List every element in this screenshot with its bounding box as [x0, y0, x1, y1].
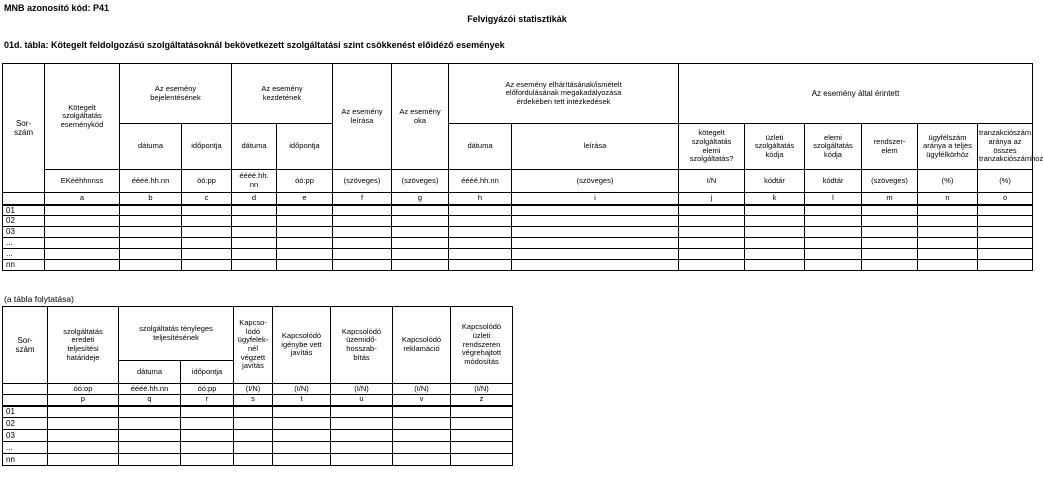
t2-cell[interactable]: [234, 418, 273, 430]
t1-format-a: EKééhhnnss: [45, 170, 120, 193]
t2-letter-3: s: [234, 395, 273, 406]
t1-letter-2: c: [182, 193, 232, 205]
t1-cell[interactable]: [45, 238, 120, 249]
t1-cell[interactable]: [392, 227, 449, 238]
t2-cell[interactable]: [119, 442, 181, 454]
t1-cell[interactable]: [333, 205, 392, 216]
t1-letter-6: g: [392, 193, 449, 205]
t1-cell[interactable]: [512, 205, 679, 216]
t1-cell[interactable]: [449, 216, 512, 227]
t1-header-sorszam: Sor- szám: [3, 64, 45, 193]
t1-format-e: óó:pp: [277, 170, 333, 193]
t1-header-o: tranzakciószám aránya az összes tranzakciószámhoz: [978, 124, 1033, 170]
t1-cell[interactable]: [277, 216, 333, 227]
t1-cell[interactable]: [862, 260, 918, 271]
t1-row: [3, 260, 1033, 271]
t2-cell[interactable]: [181, 454, 234, 466]
t1-letter-4: e: [277, 193, 333, 205]
t1-header-kezdet: Az esemény kezdetének: [232, 64, 333, 124]
t2-cell[interactable]: [234, 454, 273, 466]
t1-format-f: (szöveges): [333, 170, 392, 193]
t1-cell[interactable]: [277, 238, 333, 249]
t1-cell[interactable]: [918, 260, 978, 271]
t1-cell[interactable]: [679, 260, 745, 271]
t1-cell[interactable]: [745, 205, 805, 216]
t1-letter-11: l: [805, 193, 862, 205]
t1-cell[interactable]: [232, 216, 277, 227]
t1-cell[interactable]: [182, 227, 232, 238]
t1-cell[interactable]: [918, 227, 978, 238]
t1-cell[interactable]: [333, 249, 392, 260]
t1-letter-0: a: [45, 193, 120, 205]
t2-letter-blank: [3, 395, 48, 406]
t2-letter-0: p: [48, 395, 119, 406]
t1-row-number: nn: [3, 260, 45, 271]
t2-cell[interactable]: [393, 406, 451, 418]
t2-cell[interactable]: [48, 406, 119, 418]
t2-letter-7: z: [451, 395, 513, 406]
t1-header-j: kötegelt szolgáltatás elemi szolgáltatás?: [679, 124, 745, 170]
t1-cell[interactable]: [745, 260, 805, 271]
t2-format-0: óó:op: [48, 384, 119, 395]
t2-cell[interactable]: [451, 442, 513, 454]
t1-letter-3: d: [232, 193, 277, 205]
t1-cell[interactable]: [449, 205, 512, 216]
t1-header-e: időpontja: [277, 124, 333, 170]
t2-header-s: Kapcso- lódó ügyfelek- nél végzett javítás: [234, 307, 273, 384]
t1-letter-13: n: [918, 193, 978, 205]
t2-cell[interactable]: [451, 430, 513, 442]
t2-cell[interactable]: [273, 430, 331, 442]
t1-cell[interactable]: [679, 227, 745, 238]
t1-letter-blank: [3, 193, 45, 205]
t2-header-q: dátuma: [119, 361, 181, 384]
t2-cell[interactable]: [273, 442, 331, 454]
t1-cell[interactable]: [277, 249, 333, 260]
t2-row: [3, 418, 513, 430]
t2-cell[interactable]: [119, 406, 181, 418]
table2: [2, 306, 513, 466]
t2-header-r: időpontja: [181, 361, 234, 384]
t1-letter-5: f: [333, 193, 392, 205]
t2-row-number: ...: [3, 442, 48, 454]
t1-cell[interactable]: [745, 238, 805, 249]
t1-letter-9: j: [679, 193, 745, 205]
t1-cell[interactable]: [392, 260, 449, 271]
t2-cell[interactable]: [181, 430, 234, 442]
t1-cell[interactable]: [232, 249, 277, 260]
t1-cell[interactable]: [978, 216, 1033, 227]
t2-cell[interactable]: [331, 406, 393, 418]
t1-header-g: Az esemény oka: [392, 64, 449, 170]
t2-cell[interactable]: [119, 430, 181, 442]
t1-cell[interactable]: [120, 205, 182, 216]
t1-cell[interactable]: [512, 216, 679, 227]
t1-header-erintett: Az esemény által érintett: [679, 64, 1033, 124]
t1-cell[interactable]: [978, 227, 1033, 238]
t2-header-v: Kapcsolódó reklamáció: [393, 307, 451, 384]
t2-letter-6: v: [393, 395, 451, 406]
t1-format-i: (szöveges): [512, 170, 679, 193]
t2-letter-4: t: [273, 395, 331, 406]
t2-format-2: óó:pp: [181, 384, 234, 395]
t1-cell[interactable]: [862, 205, 918, 216]
t1-cell[interactable]: [805, 249, 862, 260]
t1-cell[interactable]: [918, 238, 978, 249]
t1-cell[interactable]: [679, 249, 745, 260]
t1-header-b: dátuma: [120, 124, 182, 170]
t1-cell[interactable]: [805, 216, 862, 227]
t1-format-j: I/N: [679, 170, 745, 193]
t2-row: [3, 406, 513, 418]
t1-cell[interactable]: [182, 249, 232, 260]
t2-cell[interactable]: [181, 418, 234, 430]
t1-cell[interactable]: [978, 205, 1033, 216]
t2-cell[interactable]: [234, 442, 273, 454]
t1-row: [3, 205, 1033, 216]
t1-cell[interactable]: [392, 238, 449, 249]
t2-row-number: 01: [3, 406, 48, 418]
t1-format-n: (%): [918, 170, 978, 193]
t2-cell[interactable]: [393, 430, 451, 442]
t1-cell[interactable]: [182, 260, 232, 271]
t1-header-k: üzleti szolgáltatás kódja: [745, 124, 805, 170]
t1-row-number: 02: [3, 216, 45, 227]
t1-format-l: kódtár: [805, 170, 862, 193]
t1-cell[interactable]: [45, 216, 120, 227]
t1-cell[interactable]: [679, 216, 745, 227]
t1-cell[interactable]: [277, 227, 333, 238]
t1-row: [3, 249, 1033, 260]
t2-format-7: (I/N): [451, 384, 513, 395]
t1-cell[interactable]: [277, 260, 333, 271]
t1-header-h: dátuma: [449, 124, 512, 170]
t1-cell[interactable]: [120, 238, 182, 249]
t1-cell[interactable]: [120, 249, 182, 260]
t1-cell[interactable]: [805, 260, 862, 271]
t1-cell[interactable]: [45, 205, 120, 216]
t2-cell[interactable]: [48, 442, 119, 454]
t1-cell[interactable]: [745, 227, 805, 238]
t1-header-a: Kötegelt szolgáltatás eseménykód: [45, 64, 120, 170]
t2-cell[interactable]: [181, 442, 234, 454]
mnb-code: MNB azonosító kód: P41: [4, 3, 110, 13]
t1-cell[interactable]: [392, 205, 449, 216]
t1-cell[interactable]: [333, 238, 392, 249]
t2-cell[interactable]: [48, 454, 119, 466]
t1-cell[interactable]: [182, 205, 232, 216]
t1-cell[interactable]: [449, 238, 512, 249]
t1-cell[interactable]: [805, 205, 862, 216]
t1-cell[interactable]: [232, 238, 277, 249]
t1-format-m: (szöveges): [862, 170, 918, 193]
t1-cell[interactable]: [333, 227, 392, 238]
t2-row: [3, 430, 513, 442]
t1-cell[interactable]: [120, 260, 182, 271]
t2-cell[interactable]: [451, 418, 513, 430]
t2-cell[interactable]: [273, 406, 331, 418]
t2-row: [3, 454, 513, 466]
t2-row-number: nn: [3, 454, 48, 466]
t1-cell[interactable]: [918, 216, 978, 227]
t1-cell[interactable]: [182, 238, 232, 249]
t2-letter-1: q: [119, 395, 181, 406]
t1-format-h: éééé.hh.nn: [449, 170, 512, 193]
t2-cell[interactable]: [119, 418, 181, 430]
t1-header-d: dátuma: [232, 124, 277, 170]
t2-cell[interactable]: [393, 418, 451, 430]
t1-header-n: ügyfélszám aránya a teljes ügyfélkörhöz: [918, 124, 978, 170]
t1-cell[interactable]: [862, 227, 918, 238]
t2-cell[interactable]: [393, 454, 451, 466]
t1-cell[interactable]: [333, 260, 392, 271]
t1-header-m: rendszer- elem: [862, 124, 918, 170]
t2-row-number: 03: [3, 430, 48, 442]
t1-cell[interactable]: [232, 205, 277, 216]
t1-cell[interactable]: [978, 260, 1033, 271]
t1-cell[interactable]: [978, 249, 1033, 260]
t1-letter-12: m: [862, 193, 918, 205]
t1-cell[interactable]: [918, 205, 978, 216]
t1-letter-14: o: [978, 193, 1033, 205]
t1-row-number: ...: [3, 238, 45, 249]
t1-header-l: elemi szolgáltatás kódja: [805, 124, 862, 170]
t1-cell[interactable]: [232, 260, 277, 271]
t1-header-c: időpontja: [182, 124, 232, 170]
t1-row: [3, 238, 1033, 249]
t1-header-i: leírása: [512, 124, 679, 170]
t1-header-f: Az esemény leírása: [333, 64, 392, 170]
t1-format-c: óó:pp: [182, 170, 232, 193]
table1: [2, 63, 1043, 271]
t1-cell[interactable]: [679, 238, 745, 249]
t1-header-bejelentes: Az esemény bejelentésének: [120, 64, 232, 124]
t1-cell[interactable]: [862, 216, 918, 227]
t2-header-tenyleges: szolgáltatás tényleges teljesítésének: [119, 307, 234, 361]
t1-cell[interactable]: [182, 216, 232, 227]
t2-cell[interactable]: [331, 454, 393, 466]
t1-cell[interactable]: [805, 227, 862, 238]
t2-cell[interactable]: [331, 418, 393, 430]
t1-letter-10: k: [745, 193, 805, 205]
t2-cell[interactable]: [119, 454, 181, 466]
t2-cell[interactable]: [273, 454, 331, 466]
t1-cell[interactable]: [449, 260, 512, 271]
t2-cell[interactable]: [48, 430, 119, 442]
t2-cell[interactable]: [451, 406, 513, 418]
t1-cell[interactable]: [392, 249, 449, 260]
t1-format-g: (szöveges): [392, 170, 449, 193]
t2-format-6: (I/N): [393, 384, 451, 395]
t1-cell[interactable]: [45, 249, 120, 260]
t2-letter-2: r: [181, 395, 234, 406]
t1-row-number: ...: [3, 249, 45, 260]
t2-cell[interactable]: [331, 430, 393, 442]
t2-format-3: (I/N): [234, 384, 273, 395]
t1-cell[interactable]: [679, 205, 745, 216]
t2-row: [3, 442, 513, 454]
t1-row-number: 01: [3, 205, 45, 216]
t1-cell[interactable]: [45, 260, 120, 271]
page-title: Felvigyázói statisztikák: [467, 14, 567, 24]
t1-cell[interactable]: [120, 216, 182, 227]
t1-cell[interactable]: [805, 238, 862, 249]
table2-title: (a tábla folytatása): [4, 294, 74, 304]
t1-cell[interactable]: [449, 227, 512, 238]
t2-header-p: szolgáltatás eredeti teljesítési határideje: [48, 307, 119, 384]
t2-cell[interactable]: [393, 442, 451, 454]
t1-cell[interactable]: [232, 227, 277, 238]
t1-row: [3, 216, 1033, 227]
t1-cell[interactable]: [333, 216, 392, 227]
t2-header-t: Kapcsolódó igénybe vett javítás: [273, 307, 331, 384]
t1-cell[interactable]: [862, 238, 918, 249]
t1-format-k: kódtár: [745, 170, 805, 193]
t1-cell[interactable]: [392, 216, 449, 227]
t1-cell[interactable]: [512, 227, 679, 238]
t1-letter-8: i: [512, 193, 679, 205]
t1-cell[interactable]: [277, 205, 333, 216]
t1-cell[interactable]: [978, 238, 1033, 249]
t1-cell[interactable]: [745, 249, 805, 260]
t1-cell[interactable]: [120, 227, 182, 238]
t2-cell[interactable]: [451, 454, 513, 466]
t1-cell[interactable]: [449, 249, 512, 260]
t2-cell[interactable]: [181, 406, 234, 418]
t1-cell[interactable]: [512, 249, 679, 260]
t1-cell[interactable]: [862, 249, 918, 260]
t2-format-4: (I/N): [273, 384, 331, 395]
t2-cell[interactable]: [234, 406, 273, 418]
t2-row-number: 02: [3, 418, 48, 430]
t2-cell[interactable]: [234, 430, 273, 442]
t2-cell[interactable]: [48, 418, 119, 430]
t1-letter-7: h: [449, 193, 512, 205]
t2-format-5: (I/N): [331, 384, 393, 395]
t2-header-z: Kapcsolódó üzleti rendszeren végrehajtott módosítás: [451, 307, 513, 384]
t2-cell[interactable]: [273, 418, 331, 430]
t2-cell[interactable]: [331, 442, 393, 454]
t2-format-1: éééé.hh.nn: [119, 384, 181, 395]
t2-header-sorszam: Sor- szám: [3, 307, 48, 384]
t1-format-o: (%): [978, 170, 1033, 193]
t1-format-b: éééé.hh.nn: [120, 170, 182, 193]
t1-row: [3, 227, 1033, 238]
table1-title: 01d. tábla: Kötegelt feldolgozású szolgáltatásoknál bekövetkezett szolgáltatási szint csökkenést előidéző események: [4, 40, 505, 50]
t1-cell[interactable]: [512, 238, 679, 249]
t1-cell[interactable]: [45, 227, 120, 238]
t1-row-number: 03: [3, 227, 45, 238]
t1-letter-1: b: [120, 193, 182, 205]
t1-cell[interactable]: [745, 216, 805, 227]
t1-cell[interactable]: [512, 260, 679, 271]
t1-format-d: éééé.hh. nn: [232, 170, 277, 193]
t1-cell[interactable]: [918, 249, 978, 260]
t1-header-elharitas: Az esemény elhárításának/ismételt előfordulásának megakadályozása érdekében tett intézkedések: [449, 64, 679, 124]
t2-format-blank: [3, 384, 48, 395]
t2-header-u: Kapcsolódó üzemidő- hosszab- bítás: [331, 307, 393, 384]
t2-letter-5: u: [331, 395, 393, 406]
